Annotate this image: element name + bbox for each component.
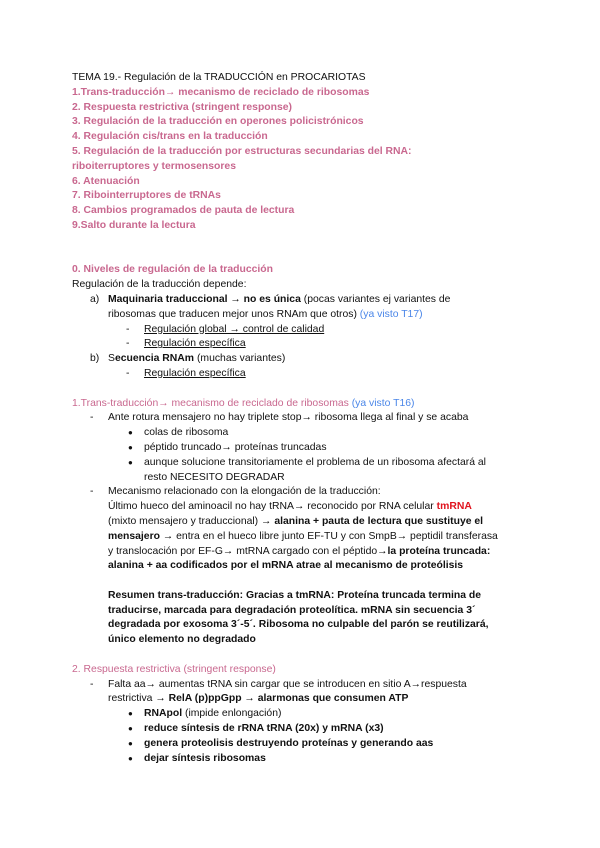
text: S xyxy=(108,353,115,365)
bullet-icon: ● xyxy=(128,457,133,467)
toc-item: riboiterruptores y termosensores xyxy=(72,160,236,172)
text-bold: Maquinaria traduccional → no es única xyxy=(108,293,301,305)
text: Falta aa→ aumentas tRNA sin cargar que se introducen en sitio A→respuesta xyxy=(108,678,467,690)
toc-item: 9.Salto durante la lectura xyxy=(72,219,196,231)
text: (impide enlongación) xyxy=(182,708,282,720)
summary-line: único elemento no degradado xyxy=(108,634,256,646)
text: ribosomas que traducen mejor unos RNAm que otros) xyxy=(108,308,357,320)
list-item xyxy=(72,411,542,426)
dash-marker: - xyxy=(126,367,130,379)
list-item-a-cont xyxy=(72,308,542,323)
dash-marker: - xyxy=(90,486,94,498)
section-heading: 2. Respuesta restrictiva (stringent response) xyxy=(72,663,276,675)
list-item xyxy=(72,678,542,693)
text: colas de ribosoma xyxy=(144,427,229,439)
text-bold: alanina + pauta de lectura que sustituye el xyxy=(274,515,484,527)
reference-note: (ya visto T17) xyxy=(356,308,423,320)
text: aunque solucione transitoriamente el problema de un ribosoma afectará al xyxy=(144,456,486,468)
sub-item xyxy=(72,323,542,338)
list-item-b xyxy=(72,352,542,367)
document-title: TEMA 19.- Regulación de la TRADUCCIÓN en PROCARIOTAS xyxy=(72,72,366,83)
paragraph-line xyxy=(72,515,542,530)
bullet-item xyxy=(72,752,542,767)
text-underlined: Regulación específica xyxy=(144,338,246,350)
text: restrictiva → xyxy=(108,693,169,705)
toc-item: 6. Atenuación xyxy=(72,175,140,187)
reference-note: (ya visto T16) xyxy=(348,397,415,409)
document-page xyxy=(72,71,542,766)
text-bold: la proteína truncada: xyxy=(387,545,491,557)
text-bold: genera proteolisis destruyendo proteínas y generando aas xyxy=(144,737,434,749)
bullet-item xyxy=(72,737,542,752)
summary-line: traducirse, marcada para degradación proteolítica. mRNA sin secuencia 3´ xyxy=(108,604,476,616)
paragraph-line xyxy=(72,545,542,560)
section-2 xyxy=(72,663,542,767)
text: → entra en el hueco libre junto EF-TU y con SmpB→ peptidil transferasa xyxy=(159,530,498,542)
bullet-icon: ● xyxy=(128,428,133,438)
toc-item: 7. Ribointerruptores de tRNAs xyxy=(72,190,221,202)
dash-marker: - xyxy=(126,323,130,335)
bullet-item xyxy=(72,426,542,441)
bullet-icon: ● xyxy=(128,442,133,452)
list-item xyxy=(72,485,542,500)
toc-item: 4. Regulación cis/trans en la traducción xyxy=(72,131,268,143)
dash-marker: - xyxy=(90,412,94,424)
text-underlined: Regulación específica xyxy=(144,367,246,379)
text-bold: dejar síntesis ribosomas xyxy=(144,752,266,764)
toc-item: 3. Regulación de la traducción en operones policistrónicos xyxy=(72,116,364,128)
text-bold: ecuencia RNAm xyxy=(114,353,195,365)
toc-item: 8. Cambios programados de pauta de lectura xyxy=(72,205,295,217)
toc-item: 2. Respuesta restrictiva (stringent response) xyxy=(72,101,293,113)
bullet-icon: ● xyxy=(128,753,133,763)
text-highlight: tmRNA xyxy=(436,501,472,513)
paragraph-line: alanina + aa codificados por el mRNA atrae al mecanismo de proteólisis xyxy=(108,560,464,572)
dash-marker: - xyxy=(126,338,130,350)
dash-marker: - xyxy=(90,678,94,690)
section-heading: 1.Trans-traducción→ mecanismo de reciclado de ribosomas (ya visto T16) xyxy=(72,397,415,409)
summary-line: degradada por exosoma 3´-5´. Ribosoma no culpable del parón se reutilizará, xyxy=(108,619,489,631)
toc-item: 1.Trans-traducción→ mecanismo de reciclado de ribosomas xyxy=(72,86,370,98)
text: Mecanismo relacionado con la elongación de la traducción: xyxy=(108,486,381,498)
sub-item xyxy=(72,337,542,352)
paragraph-line xyxy=(72,530,542,545)
text: péptido truncado→ proteínas truncadas xyxy=(144,441,327,453)
text-bold: RNApol xyxy=(144,708,183,720)
text: (muchas variantes) xyxy=(194,353,286,365)
paragraph-line xyxy=(72,500,542,515)
sub-item xyxy=(72,367,542,382)
text: Último hueco del aminoacil no hay tRNA→ reconocido por RNA celular xyxy=(108,501,437,513)
text-bold: mensajero xyxy=(108,530,160,542)
text-bold: reduce síntesis de rRNA tRNA (20x) y mRNA (x3) xyxy=(144,723,384,735)
text: Ante rotura mensajero no hay triplete stop→ ribosoma llega al final y se acaba xyxy=(108,412,469,424)
list-marker: b) xyxy=(90,353,100,365)
table-of-contents xyxy=(72,86,542,234)
text-underlined: Regulación global → control de calidad xyxy=(144,323,325,335)
bullet-icon: ● xyxy=(128,709,133,719)
text: resto NECESITO DEGRADAR xyxy=(144,471,285,483)
text: (pocas variantes ej variantes de xyxy=(300,293,451,305)
text: y translocación por EF-G→ mtRNA cargado con el péptido→ xyxy=(108,545,388,557)
bullet-item xyxy=(72,722,542,737)
paragraph: Regulación de la traducción depende: xyxy=(72,279,247,291)
section-1 xyxy=(72,397,542,649)
bullet-item xyxy=(72,441,542,456)
list-marker: a) xyxy=(90,293,100,305)
text: (mixto mensajero y traduccional) → xyxy=(108,515,275,527)
section-heading: 0. Niveles de regulación de la traducción xyxy=(72,264,273,276)
list-item-a xyxy=(72,293,542,308)
summary-line: Resumen trans-traducción: Gracias a tmRNA: Proteína truncada termina de xyxy=(108,589,482,601)
list-item-cont xyxy=(72,692,542,707)
bullet-item xyxy=(72,456,542,471)
bullet-item xyxy=(72,707,542,722)
bullet-item-cont xyxy=(72,471,542,486)
text-bold: RelA (p)ppGpp → alarmonas que consumen ATP xyxy=(168,693,409,705)
bullet-icon: ● xyxy=(128,738,133,748)
section-0 xyxy=(72,263,542,381)
toc-item: 5. Regulación de la traducción por estructuras secundarias del RNA: xyxy=(72,145,412,157)
bullet-icon: ● xyxy=(128,724,133,734)
